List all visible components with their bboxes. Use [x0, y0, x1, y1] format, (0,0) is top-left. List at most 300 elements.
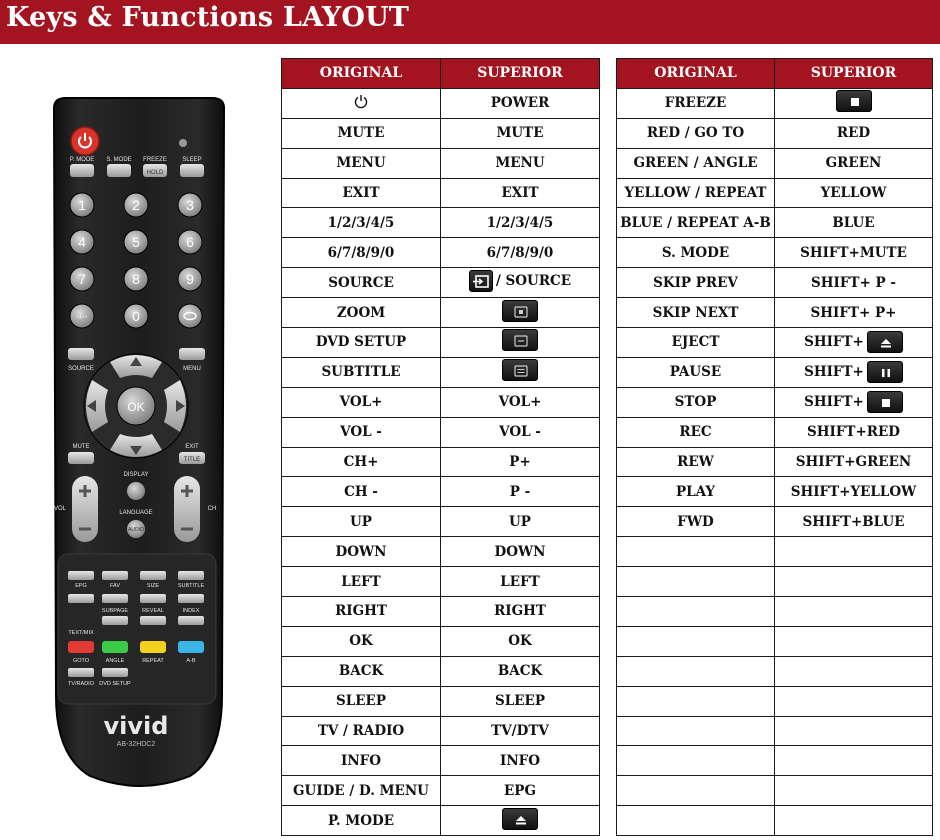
original-cell-content — [328, 813, 394, 829]
table-row — [282, 238, 600, 268]
remote-label-angle: ANGLE — [105, 658, 125, 664]
zoom-key-icon — [502, 300, 538, 322]
original-cell-content — [679, 424, 711, 440]
keys-table-right — [616, 58, 933, 836]
original-cell-text: GREEN / ANGLE — [633, 155, 758, 172]
table-row — [282, 806, 600, 836]
original-cell-text: SKIP PREV — [653, 274, 738, 291]
remote-label-display: DISPLAY — [123, 472, 149, 478]
table-row — [617, 298, 933, 328]
eject-key-icon — [502, 808, 538, 830]
superior-cell — [441, 88, 600, 118]
remote-label-subpage: SUBPAGE — [101, 608, 129, 614]
original-cell-text: DOWN — [335, 543, 387, 560]
superior-cell-content — [811, 305, 897, 321]
remote-control-image — [40, 96, 240, 796]
table-row — [282, 118, 600, 148]
original-cell-content — [321, 364, 400, 380]
superior-cell — [775, 806, 933, 836]
remote-digit-label: 6 — [186, 234, 194, 250]
remote-label-ok: OK — [127, 400, 145, 414]
table-row — [282, 776, 600, 806]
original-cell-text: CH - — [344, 483, 378, 500]
title-banner — [0, 0, 940, 44]
superior-cell-text: SHIFT+ P - — [811, 274, 896, 291]
remote-label-index: INDEX — [182, 608, 200, 614]
table-row — [282, 746, 600, 776]
table-row — [617, 507, 933, 537]
table-row — [282, 656, 600, 686]
superior-cell-content — [803, 514, 905, 530]
original-cell-content — [344, 454, 379, 470]
superior-cell-text: OK — [508, 633, 532, 650]
column-header-superior: SUPERIOR — [775, 59, 933, 89]
superior-cell — [775, 208, 933, 238]
superior-cell — [441, 238, 600, 268]
superior-cell — [441, 507, 600, 537]
superior-cell-text: EPG — [504, 782, 536, 799]
original-cell — [282, 208, 441, 238]
original-cell-content — [676, 484, 715, 500]
superior-cell — [441, 118, 600, 148]
original-cell — [282, 656, 441, 686]
table-row — [282, 328, 600, 358]
remote-label-ch: CH — [207, 506, 217, 512]
superior-cell — [441, 567, 600, 597]
remote-digit-label: 2 — [132, 197, 140, 213]
table-row — [617, 567, 933, 597]
original-cell — [617, 776, 775, 806]
original-cell-text: GUIDE / D. MENU — [293, 782, 429, 799]
original-cell — [282, 268, 441, 298]
superior-cell-content — [495, 693, 545, 709]
original-cell-text: STOP — [674, 394, 717, 411]
table-row — [617, 746, 933, 776]
original-cell — [282, 537, 441, 567]
superior-cell-text: MUTE — [496, 125, 544, 142]
original-cell — [282, 88, 441, 118]
original-cell-content — [633, 155, 757, 171]
table-row — [282, 357, 600, 387]
superior-cell-content — [496, 125, 543, 141]
original-cell — [617, 597, 775, 627]
original-cell — [282, 238, 441, 268]
table-row — [617, 178, 933, 208]
original-cell — [617, 806, 775, 836]
superior-cell — [775, 746, 933, 776]
table-row — [282, 178, 600, 208]
superior-cell-text: LEFT — [500, 573, 540, 590]
original-cell — [617, 477, 775, 507]
superior-cell-text: P+ — [509, 454, 531, 471]
original-cell — [282, 387, 441, 417]
original-cell-text: SUBTITLE — [321, 364, 401, 381]
superior-cell-content — [821, 185, 887, 201]
original-cell — [617, 148, 775, 178]
table-row — [617, 238, 933, 268]
superior-cell-text: MENU — [495, 155, 545, 172]
superior-cell — [775, 567, 933, 597]
original-cell-text: YELLOW / REPEAT — [624, 185, 767, 201]
original-cell — [617, 746, 775, 776]
original-cell-text: MENU — [336, 155, 386, 172]
superior-cell-content — [804, 331, 903, 353]
table-row — [282, 148, 600, 178]
remote-digit-label: 4 — [78, 234, 86, 250]
superior-cell-text: EXIT — [501, 185, 539, 201]
original-cell — [282, 567, 441, 597]
remote-model: AB-32HDC2 — [116, 741, 156, 748]
table-row — [617, 656, 933, 686]
column-header-original: ORIGINAL — [617, 59, 775, 89]
original-cell-content — [620, 215, 770, 231]
original-cell-content — [328, 245, 395, 261]
superior-cell — [775, 537, 933, 567]
superior-cell — [441, 716, 600, 746]
superior-cell-content — [800, 245, 907, 261]
remote-label-repeat: REPEAT — [142, 658, 164, 664]
original-cell-text: SLEEP — [336, 693, 386, 710]
table-row — [617, 118, 933, 148]
superior-cell — [775, 238, 933, 268]
superior-cell — [775, 716, 933, 746]
remote-label-textmix: TEXT/MIX — [68, 630, 94, 636]
superior-cell-content — [502, 808, 538, 830]
original-cell-content — [625, 185, 767, 201]
superior-cell-content — [491, 723, 549, 739]
superior-cell — [775, 656, 933, 686]
superior-cell-content — [487, 215, 554, 231]
remote-label-source: SOURCE — [68, 366, 94, 372]
remote-label-ab: A-B — [186, 658, 196, 664]
superior-cell — [441, 806, 600, 836]
table-row — [282, 88, 600, 118]
original-cell — [617, 357, 775, 387]
original-cell — [617, 88, 775, 118]
original-cell-content — [335, 603, 387, 619]
remote-label-dvdsetup: DVD SETUP — [99, 681, 131, 687]
remote-label-hold: HOLD — [146, 170, 164, 176]
original-cell — [617, 387, 775, 417]
superior-cell-text: DOWN — [494, 543, 546, 560]
eject-key-icon — [867, 331, 903, 353]
superior-cell-text: SHIFT+BLUE — [802, 513, 905, 530]
original-cell-content — [662, 245, 729, 261]
superior-cell — [441, 387, 600, 417]
original-cell — [617, 118, 775, 148]
original-cell-content — [340, 394, 383, 410]
original-cell-text: UP — [350, 513, 372, 530]
table-row — [617, 148, 933, 178]
superior-cell-text: SHIFT+ — [804, 364, 864, 381]
superior-cell — [775, 776, 933, 806]
original-cell-text: FREEZE — [664, 95, 727, 112]
original-cell-content — [336, 155, 385, 171]
original-cell-text: REC — [679, 424, 712, 441]
superior-cell-text: POWER — [490, 95, 550, 112]
superior-cell — [441, 298, 600, 328]
table-header-row — [617, 59, 933, 89]
column-header-original: ORIGINAL — [282, 59, 441, 89]
original-cell — [282, 417, 441, 447]
table-row — [282, 268, 600, 298]
superior-cell-text: SHIFT+RED — [807, 424, 900, 441]
superior-cell-content — [509, 454, 530, 470]
original-cell — [617, 447, 775, 477]
table-row — [617, 716, 933, 746]
table-row — [617, 537, 933, 567]
original-cell — [282, 178, 441, 208]
pause-key-icon — [867, 361, 903, 383]
original-cell — [282, 328, 441, 358]
original-cell — [282, 776, 441, 806]
superior-cell — [441, 776, 600, 806]
remote-label-menu: MENU — [183, 366, 201, 372]
table-row — [282, 507, 600, 537]
remote-digit-label: 8 — [132, 271, 140, 287]
superior-cell-content — [509, 514, 531, 530]
original-cell — [617, 328, 775, 358]
stop-key-icon — [867, 391, 903, 413]
page-title: Keys & Functions LAYOUT — [6, 2, 410, 33]
superior-cell — [441, 477, 600, 507]
original-cell-content — [672, 334, 720, 350]
remote-digit-label: 9 — [186, 271, 194, 287]
superior-cell-content — [504, 783, 536, 799]
superior-cell — [441, 328, 600, 358]
original-cell-text: DVD SETUP — [315, 334, 407, 351]
original-cell-content — [665, 95, 727, 111]
superior-cell-text: BLUE — [832, 214, 875, 231]
superior-cell-text: SHIFT+GREEN — [795, 454, 912, 471]
superior-cell — [441, 686, 600, 716]
original-cell-content — [653, 305, 739, 321]
remote-label-language: LANGUAGE — [119, 510, 153, 516]
superior-cell-content — [499, 394, 542, 410]
superior-cell — [775, 328, 933, 358]
superior-cell-text: UP — [509, 513, 531, 530]
original-cell-text: CH+ — [343, 454, 379, 471]
superior-cell-text: TV/DTV — [491, 723, 549, 740]
original-cell — [617, 507, 775, 537]
remote-blue-key — [178, 641, 204, 653]
table-row — [282, 716, 600, 746]
table-row — [617, 686, 933, 716]
table-row — [617, 417, 933, 447]
original-cell-text: INFO — [341, 752, 381, 769]
superior-cell-text: SHIFT+YELLOW — [790, 483, 917, 500]
original-cell — [617, 298, 775, 328]
original-cell — [282, 148, 441, 178]
table-row — [617, 477, 933, 507]
table-row — [282, 298, 600, 328]
original-cell-text: 6/7/8/9/0 — [327, 244, 395, 261]
superior-cell — [441, 746, 600, 776]
power-icon — [353, 93, 369, 113]
original-cell — [617, 567, 775, 597]
remote-label-mute: MUTE — [72, 444, 90, 450]
superior-cell-content — [804, 391, 903, 413]
original-cell-text: BLUE / REPEAT A-B — [620, 214, 771, 231]
original-cell-content — [675, 394, 717, 410]
table-row — [617, 626, 933, 656]
superior-cell-text: 6/7/8/9/0 — [486, 244, 554, 261]
table-row — [617, 806, 933, 836]
stop-key-icon — [836, 90, 872, 112]
remote-label-exit: EXIT — [185, 444, 199, 450]
original-cell-text: SKIP NEXT — [652, 304, 739, 321]
keys-table-left — [281, 58, 600, 836]
table-row — [617, 776, 933, 806]
original-cell-content — [341, 753, 381, 769]
remote-label-pmode: P. MODE — [69, 157, 95, 163]
superior-cell-content — [500, 574, 539, 590]
original-cell-content — [342, 185, 379, 201]
original-cell-text: SOURCE — [328, 274, 394, 291]
superior-cell-content — [495, 155, 544, 171]
superior-cell — [775, 477, 933, 507]
original-cell — [617, 686, 775, 716]
subtitle-key-icon — [502, 359, 538, 381]
original-cell-text: RIGHT — [335, 603, 387, 620]
remote-red-key — [68, 641, 94, 653]
original-cell — [282, 686, 441, 716]
original-cell — [282, 447, 441, 477]
remote-label-title: TITLE — [183, 457, 201, 463]
table-row — [282, 626, 600, 656]
original-cell — [617, 537, 775, 567]
superior-cell-text: VOL - — [499, 424, 541, 441]
remote-digit-label: 0 — [132, 308, 140, 324]
superior-cell — [441, 597, 600, 627]
original-cell-text: ZOOM — [336, 304, 386, 321]
table-row — [617, 597, 933, 627]
superior-cell-text: RIGHT — [494, 603, 546, 620]
original-cell-content — [328, 215, 395, 231]
superior-cell — [775, 686, 933, 716]
remote-label-fav: FAV — [110, 583, 120, 589]
superior-cell-text: 1/2/3/4/5 — [486, 214, 554, 231]
original-cell-text: S. MODE — [661, 244, 730, 261]
table-row — [282, 417, 600, 447]
superior-cell-content — [804, 361, 903, 383]
original-cell — [617, 626, 775, 656]
original-cell-content — [677, 514, 713, 530]
table-row — [617, 387, 933, 417]
original-cell — [282, 507, 441, 537]
superior-cell-content — [811, 275, 896, 291]
superior-cell-text: / SOURCE — [495, 272, 572, 289]
original-cell — [617, 268, 775, 298]
table-row — [282, 477, 600, 507]
superior-cell-content — [495, 544, 546, 560]
original-cell — [282, 118, 441, 148]
superior-cell — [441, 626, 600, 656]
superior-cell — [775, 387, 933, 417]
superior-cell — [775, 417, 933, 447]
remote-yellow-key — [140, 641, 166, 653]
superior-cell-text: RED — [836, 125, 871, 142]
superior-cell — [775, 626, 933, 656]
superior-cell-text: SHIFT+ — [804, 334, 864, 351]
superior-cell — [441, 537, 600, 567]
superior-cell-content — [836, 90, 872, 112]
superior-cell — [775, 118, 933, 148]
superior-cell-content — [502, 329, 538, 351]
column-header-superior: SUPERIOR — [441, 59, 600, 89]
superior-cell-content — [487, 245, 554, 261]
remote-digit-key — [178, 304, 202, 328]
superior-cell — [775, 268, 933, 298]
table-header-row — [282, 59, 600, 89]
table-row — [282, 447, 600, 477]
remote-label-smode: S. MODE — [106, 157, 132, 163]
table-row — [617, 357, 933, 387]
original-cell-text: LEFT — [341, 573, 381, 590]
original-cell-text: P. MODE — [327, 812, 395, 829]
remote-label-sleep: SLEEP — [182, 157, 202, 163]
table-row — [282, 567, 600, 597]
remote-label-goto: GOTO — [72, 658, 90, 664]
original-cell-text: MUTE — [337, 125, 385, 142]
table-row — [282, 208, 600, 238]
superior-cell-content — [491, 95, 550, 111]
remote-label-audio: AUDIO — [128, 527, 144, 533]
original-cell — [282, 746, 441, 776]
superior-cell — [775, 88, 933, 118]
superior-cell-content — [469, 270, 571, 292]
original-cell-content — [336, 693, 386, 709]
superior-cell-content — [832, 215, 874, 231]
original-cell — [282, 597, 441, 627]
table-row — [282, 537, 600, 567]
remote-label-reveal: REVEAL — [142, 608, 164, 614]
original-cell — [282, 357, 441, 387]
superior-cell-content — [807, 424, 900, 440]
superior-cell-content — [498, 663, 542, 679]
original-cell-text: OK — [349, 633, 373, 650]
superior-cell — [441, 417, 600, 447]
original-cell — [282, 477, 441, 507]
superior-cell-text: SHIFT+ — [804, 394, 864, 411]
original-cell-content — [350, 514, 372, 530]
superior-cell — [775, 298, 933, 328]
original-cell-text: VOL+ — [339, 394, 383, 411]
original-cell-content — [316, 334, 406, 350]
original-cell-content — [647, 125, 744, 141]
superior-cell-text: VOL+ — [498, 394, 542, 411]
superior-cell — [441, 268, 600, 298]
remote-digit-label: 1 — [78, 197, 86, 213]
original-cell-text: BACK — [338, 663, 384, 680]
table-row — [617, 447, 933, 477]
original-cell-text: 1/2/3/4/5 — [327, 214, 395, 231]
superior-cell-content — [500, 753, 540, 769]
superior-cell-text: GREEN — [825, 155, 882, 172]
superior-cell-text: YELLOW — [820, 185, 887, 201]
remote-digit-label: 5 — [132, 234, 140, 250]
remote-digit-label: -/-- — [76, 312, 88, 321]
superior-cell — [441, 447, 600, 477]
original-cell-content — [293, 783, 429, 799]
remote-label-size: SIZE — [146, 583, 160, 589]
original-cell-text: REW — [677, 454, 714, 471]
remote-digit-label: 3 — [186, 197, 194, 213]
original-cell-content — [653, 275, 738, 291]
remote-control-illustration — [40, 96, 240, 796]
original-cell — [282, 806, 441, 836]
superior-cell-text: SHIFT+MUTE — [800, 244, 907, 261]
